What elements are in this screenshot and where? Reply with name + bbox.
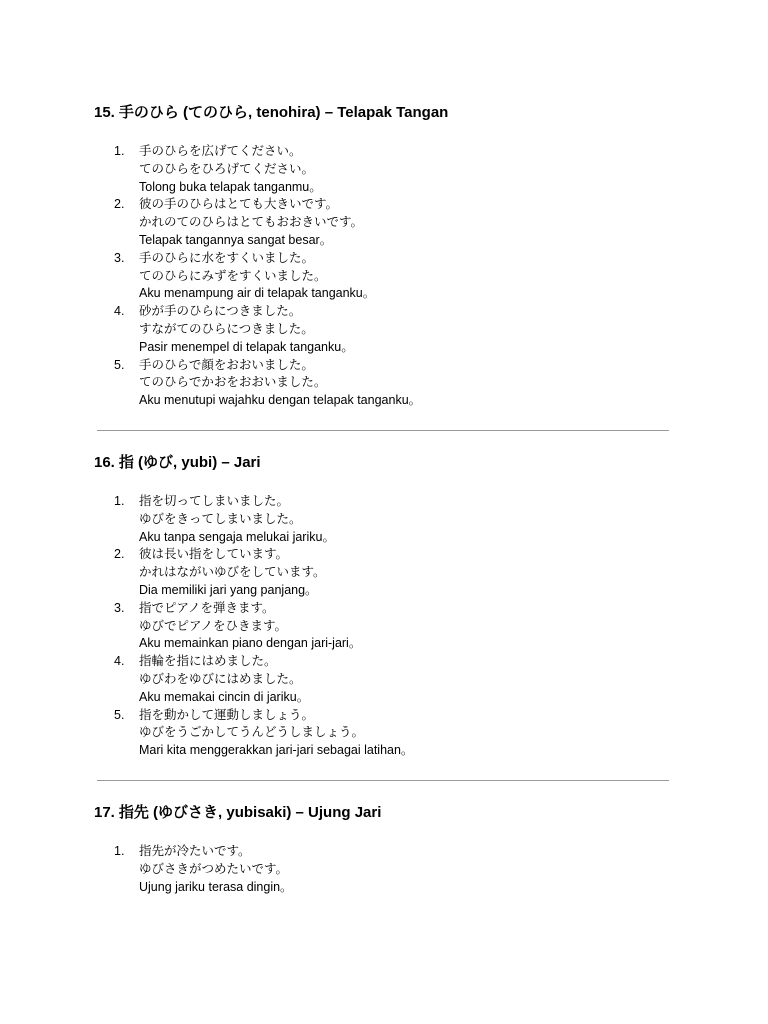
example-item [94,493,694,546]
example-kanji: 指先が冷たいです。 [139,844,251,858]
example-item [94,143,694,196]
example-kana: ゆびさきがつめたいです。 [139,861,289,876]
example-index: 5. [114,357,125,372]
example-kana: すながてのひらにつきました。 [139,321,314,336]
section-heading [94,104,694,122]
example-kanji: 手のひらで顔をおおいました。 [139,357,314,372]
example-kanji: 指でピアノを弾きます。 [139,600,275,615]
example-kanji: 手のひらを広げてください。 [139,144,302,158]
example-index: 2. [114,547,125,562]
example-kanji: 指を切ってしまいました。 [139,494,290,508]
example-translation: Aku memakai cincin di jariku。 [139,689,310,704]
example-list [94,493,694,760]
example-index: 1. [114,144,125,158]
example-kana: てのひらにみずをすくいました。 [139,268,327,283]
section-divider [97,780,669,781]
example-translation: Aku memainkan piano dengan jari-jari。 [139,636,362,651]
example-list [94,843,694,896]
section-divider [97,430,669,431]
section-number: 17. [94,804,115,821]
example-kana: てのひらをひろげてください。 [139,161,315,176]
section-heading [94,804,694,822]
example-translation: Aku tanpa sengaja melukai jariku。 [139,529,335,544]
example-item [94,250,694,303]
example-item [94,843,694,896]
example-translation: Pasir menempel di telapak tanganku。 [139,339,354,354]
vocab-section-15 [94,104,694,410]
example-item [94,600,694,653]
example-index: 5. [114,707,125,722]
example-item [94,303,694,356]
example-translation: Dia memiliki jari yang panjang。 [139,582,318,597]
section-title: 指先 (ゆびさき, yubisaki) – Ujung Jari [118,804,382,821]
example-item [94,546,694,599]
example-kanji: 指輪を指にはめました。 [139,654,277,669]
example-index: 4. [114,654,125,669]
example-index: 2. [114,197,125,212]
example-kana: ゆびをきってしまいました。 [139,511,302,526]
example-index: 3. [114,600,125,615]
example-translation: Aku menutupi wajahku dengan telapak tanganku。 [139,393,422,408]
example-index: 3. [114,250,125,265]
example-kana: ゆびでピアノをひきます。 [139,618,288,633]
example-item [94,357,694,410]
example-kanji: 彼は長い指をしています。 [139,547,289,562]
vocab-section-16 [94,454,694,760]
example-kana: かれのてのひらはとてもおおきいです。 [139,215,364,230]
example-kana: てのひらでかおをおおいました。 [139,375,327,390]
example-kanji: 砂が手のひらにつきました。 [139,304,302,319]
example-kana: ゆびわをゆびにはめました。 [139,671,302,686]
example-item [94,196,694,249]
example-kanji: 彼の手のひらはとても大きいです。 [139,197,339,212]
example-item [94,653,694,706]
example-kanji: 指を動かして運動しましょう。 [139,707,315,722]
example-index: 1. [114,844,125,858]
section-number: 16. [94,454,115,471]
example-kana: かれはながいゆびをしています。 [139,565,326,580]
example-kanji: 手のひらに水をすくいました。 [139,250,315,265]
section-number: 15. [94,104,115,121]
example-translation: Tolong buka telapak tanganmu。 [139,179,322,194]
example-kana: ゆびをうごかしてうんどうしましょう。 [139,725,365,740]
example-index: 1. [114,494,125,508]
example-translation: Telapak tangannya sangat besar。 [139,232,333,247]
section-title: 手のひら (てのひら, tenohira) – Telapak Tangan [118,104,449,121]
example-list [94,143,694,410]
example-index: 4. [114,304,125,319]
example-translation: Mari kita menggerakkan jari-jari sebagai latihan。 [139,743,414,758]
vocab-section-17 [94,804,694,896]
example-translation: Ujung jariku terasa dingin。 [139,879,293,894]
example-item [94,707,694,760]
section-title: 指 (ゆび, yubi) – Jari [118,454,261,471]
example-translation: Aku menampung air di telapak tanganku。 [139,286,376,301]
section-heading [94,454,694,472]
